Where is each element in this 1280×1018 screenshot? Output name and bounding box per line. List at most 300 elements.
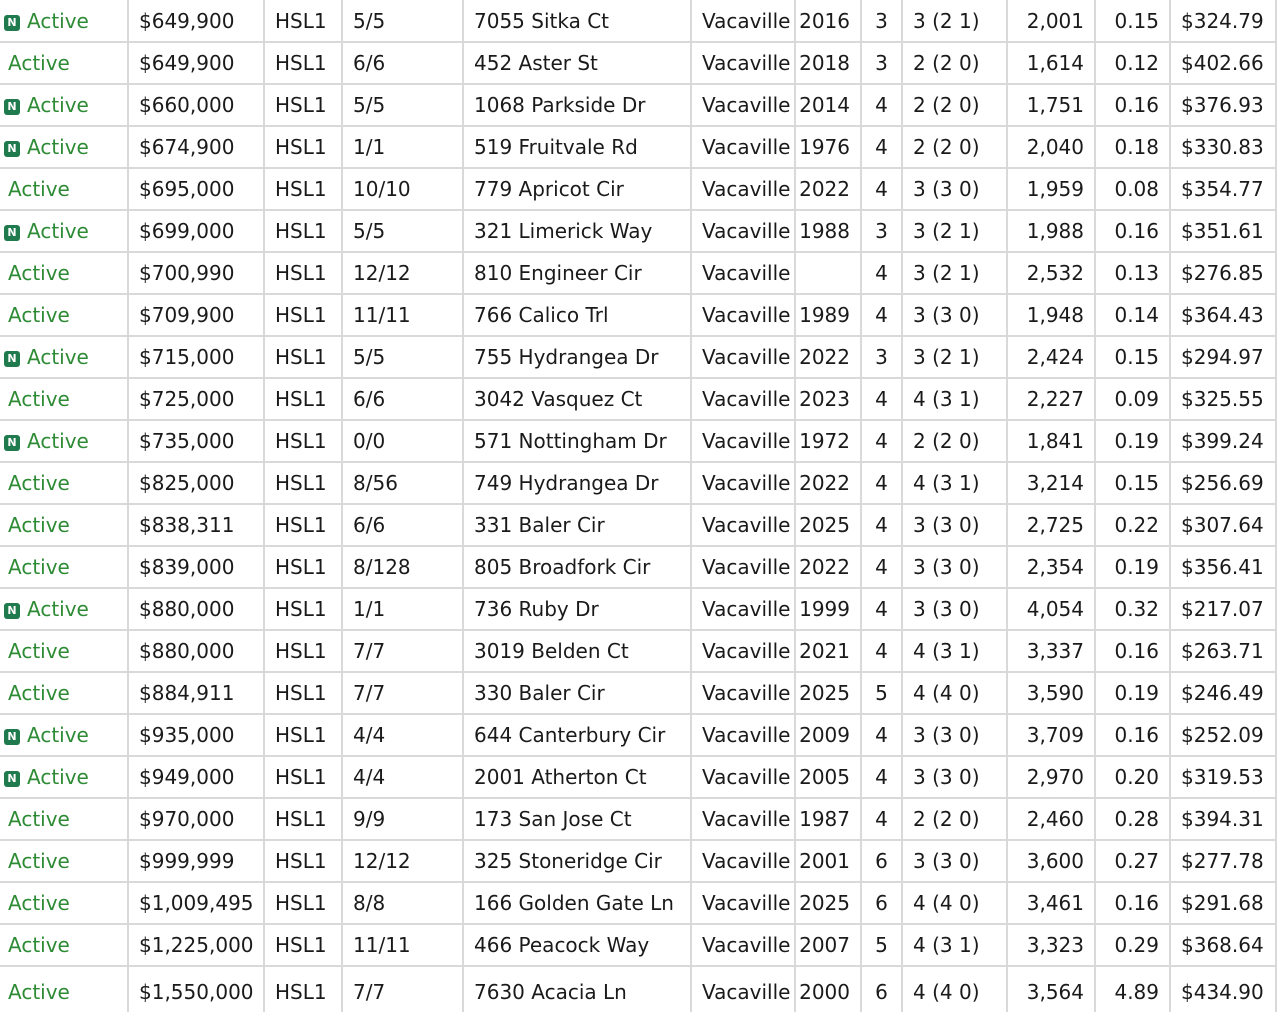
bathrooms-cell: 2 (2 0) — [902, 420, 1007, 462]
city-cell: Vacaville — [691, 126, 795, 168]
bathrooms-cell: 3 (2 1) — [902, 336, 1007, 378]
lot-acres-cell: 0.14 — [1095, 294, 1170, 336]
lot-acres-cell: 0.19 — [1095, 672, 1170, 714]
days-on-market-cell: 8/8 — [342, 882, 463, 924]
status-cell — [0, 714, 128, 756]
bedrooms-cell: 4 — [861, 504, 902, 546]
new-listing-badge-icon: N — [4, 141, 20, 157]
city-cell: Vacaville — [691, 294, 795, 336]
price-cell: $825,000 — [128, 462, 264, 504]
address-cell[interactable]: 166 Golden Gate Ln — [463, 882, 691, 924]
city-cell: Vacaville — [691, 588, 795, 630]
status-label: Active — [27, 429, 89, 453]
lot-acres-cell: 0.19 — [1095, 546, 1170, 588]
bedrooms-cell: 4 — [861, 168, 902, 210]
status-cell — [0, 588, 128, 630]
year-built-cell: 2023 — [795, 378, 861, 420]
city-cell: Vacaville — [691, 84, 795, 126]
price-cell: $725,000 — [128, 378, 264, 420]
city-cell: Vacaville — [691, 546, 795, 588]
status-label: Active — [8, 555, 70, 579]
square-feet-cell: 2,354 — [1007, 546, 1095, 588]
bedrooms-cell: 6 — [861, 840, 902, 882]
year-built-cell: 2014 — [795, 84, 861, 126]
year-built-cell: 1988 — [795, 210, 861, 252]
square-feet-cell: 3,337 — [1007, 630, 1095, 672]
status-label: Active — [8, 51, 70, 75]
status-cell — [0, 504, 128, 546]
status-cell — [0, 882, 128, 924]
year-built-cell: 1976 — [795, 126, 861, 168]
address-cell[interactable]: 519 Fruitvale Rd — [463, 126, 691, 168]
table-row[interactable] — [0, 546, 1276, 588]
area-cell: HSL1 — [264, 714, 342, 756]
address-cell[interactable]: 779 Apricot Cir — [463, 168, 691, 210]
price-per-sqft-cell: $319.53 — [1170, 756, 1276, 798]
price-per-sqft-cell: $291.68 — [1170, 882, 1276, 924]
table-row[interactable] — [0, 840, 1276, 882]
status-label: Active — [8, 681, 70, 705]
table-row[interactable] — [0, 630, 1276, 672]
square-feet-cell: 3,214 — [1007, 462, 1095, 504]
bedrooms-cell: 4 — [861, 84, 902, 126]
new-listing-badge-icon: N — [4, 351, 20, 367]
status-cell — [0, 294, 128, 336]
area-cell: HSL1 — [264, 798, 342, 840]
lot-acres-cell: 0.18 — [1095, 126, 1170, 168]
price-cell: $709,900 — [128, 294, 264, 336]
bedrooms-cell: 4 — [861, 714, 902, 756]
bathrooms-cell: 3 (3 0) — [902, 504, 1007, 546]
bathrooms-cell: 4 (3 1) — [902, 630, 1007, 672]
address-cell[interactable]: 1068 Parkside Dr — [463, 84, 691, 126]
lot-acres-cell: 0.16 — [1095, 882, 1170, 924]
area-cell: HSL1 — [264, 504, 342, 546]
status-cell — [0, 630, 128, 672]
price-per-sqft-cell: $376.93 — [1170, 84, 1276, 126]
square-feet-cell: 1,751 — [1007, 84, 1095, 126]
bedrooms-cell: 6 — [861, 882, 902, 924]
address-cell[interactable]: 7055 Sitka Ct — [463, 0, 691, 42]
bedrooms-cell: 4 — [861, 546, 902, 588]
year-built-cell: 2022 — [795, 462, 861, 504]
square-feet-cell: 3,709 — [1007, 714, 1095, 756]
year-built-cell: 2009 — [795, 714, 861, 756]
square-feet-cell: 1,841 — [1007, 420, 1095, 462]
area-cell: HSL1 — [264, 0, 342, 42]
status-label: Active — [27, 345, 89, 369]
price-per-sqft-cell: $394.31 — [1170, 798, 1276, 840]
square-feet-cell: 2,532 — [1007, 252, 1095, 294]
lot-acres-cell: 0.13 — [1095, 252, 1170, 294]
status-cell — [0, 42, 128, 84]
price-cell: $699,000 — [128, 210, 264, 252]
table-row[interactable] — [0, 504, 1276, 546]
city-cell: Vacaville — [691, 420, 795, 462]
price-per-sqft-cell: $277.78 — [1170, 840, 1276, 882]
lot-acres-cell: 0.27 — [1095, 840, 1170, 882]
address-cell[interactable]: 766 Calico Trl — [463, 294, 691, 336]
status-cell — [0, 252, 128, 294]
square-feet-cell: 1,614 — [1007, 42, 1095, 84]
year-built-cell: 2022 — [795, 546, 861, 588]
area-cell: HSL1 — [264, 588, 342, 630]
days-on-market-cell: 6/6 — [342, 504, 463, 546]
lot-acres-cell: 0.16 — [1095, 84, 1170, 126]
square-feet-cell: 3,590 — [1007, 672, 1095, 714]
status-cell — [0, 924, 128, 966]
status-label: Active — [8, 177, 70, 201]
area-cell: HSL1 — [264, 546, 342, 588]
bathrooms-cell: 2 (2 0) — [902, 126, 1007, 168]
area-cell: HSL1 — [264, 840, 342, 882]
address-cell[interactable]: 321 Limerick Way — [463, 210, 691, 252]
square-feet-cell: 1,959 — [1007, 168, 1095, 210]
price-per-sqft-cell: $330.83 — [1170, 126, 1276, 168]
days-on-market-cell: 7/7 — [342, 630, 463, 672]
price-cell: $839,000 — [128, 546, 264, 588]
status-cell — [0, 798, 128, 840]
year-built-cell: 2018 — [795, 42, 861, 84]
year-built-cell: 1987 — [795, 798, 861, 840]
address-cell[interactable]: 331 Baler Cir — [463, 504, 691, 546]
price-per-sqft-cell: $217.07 — [1170, 588, 1276, 630]
status-label: Active — [8, 513, 70, 537]
bathrooms-cell: 4 (4 0) — [902, 882, 1007, 924]
days-on-market-cell: 12/12 — [342, 252, 463, 294]
days-on-market-cell: 5/5 — [342, 84, 463, 126]
table-row[interactable] — [0, 378, 1276, 420]
lot-acres-cell: 0.20 — [1095, 756, 1170, 798]
bedrooms-cell: 4 — [861, 462, 902, 504]
price-cell: $880,000 — [128, 588, 264, 630]
square-feet-cell: 2,040 — [1007, 126, 1095, 168]
status-cell — [0, 420, 128, 462]
bathrooms-cell: 3 (2 1) — [902, 252, 1007, 294]
new-listing-badge-icon: N — [4, 603, 20, 619]
square-feet-cell: 3,323 — [1007, 924, 1095, 966]
year-built-cell: 2001 — [795, 840, 861, 882]
square-feet-cell: 3,461 — [1007, 882, 1095, 924]
price-cell: $880,000 — [128, 630, 264, 672]
price-per-sqft-cell: $246.49 — [1170, 672, 1276, 714]
table-row[interactable] — [0, 882, 1276, 924]
lot-acres-cell: 0.16 — [1095, 210, 1170, 252]
area-cell: HSL1 — [264, 882, 342, 924]
price-per-sqft-cell: $294.97 — [1170, 336, 1276, 378]
days-on-market-cell: 8/128 — [342, 546, 463, 588]
lot-acres-cell: 0.19 — [1095, 420, 1170, 462]
status-label: Active — [8, 261, 70, 285]
status-label: Active — [8, 849, 70, 873]
price-per-sqft-cell: $324.79 — [1170, 0, 1276, 42]
status-cell — [0, 966, 128, 1012]
area-cell: HSL1 — [264, 924, 342, 966]
bedrooms-cell: 5 — [861, 924, 902, 966]
table-row[interactable] — [0, 168, 1276, 210]
year-built-cell: 2025 — [795, 672, 861, 714]
address-cell[interactable]: 2001 Atherton Ct — [463, 756, 691, 798]
lot-acres-cell: 0.09 — [1095, 378, 1170, 420]
bathrooms-cell: 3 (2 1) — [902, 0, 1007, 42]
new-listing-badge-icon: N — [4, 729, 20, 745]
price-per-sqft-cell: $354.77 — [1170, 168, 1276, 210]
status-cell — [0, 210, 128, 252]
days-on-market-cell: 5/5 — [342, 336, 463, 378]
status-label: Active — [27, 8, 89, 33]
new-listing-badge-icon: N — [4, 15, 20, 31]
days-on-market-cell: 12/12 — [342, 840, 463, 882]
table-row[interactable] — [0, 210, 1276, 252]
city-cell: Vacaville — [691, 924, 795, 966]
table-row[interactable] — [0, 966, 1276, 1012]
price-cell: $1,550,000 — [128, 966, 264, 1012]
days-on-market-cell: 11/11 — [342, 294, 463, 336]
bathrooms-cell: 3 (3 0) — [902, 588, 1007, 630]
price-cell: $935,000 — [128, 714, 264, 756]
price-per-sqft-cell: $434.90 — [1170, 966, 1276, 1012]
status-cell — [0, 126, 128, 168]
address-cell[interactable]: 810 Engineer Cir — [463, 252, 691, 294]
address-cell[interactable]: 644 Canterbury Cir — [463, 714, 691, 756]
status-label: Active — [8, 807, 70, 831]
year-built-cell: 2025 — [795, 504, 861, 546]
price-cell: $838,311 — [128, 504, 264, 546]
table-row[interactable] — [0, 0, 1276, 42]
price-per-sqft-cell: $325.55 — [1170, 378, 1276, 420]
bedrooms-cell: 4 — [861, 294, 902, 336]
table-row[interactable] — [0, 672, 1276, 714]
days-on-market-cell: 1/1 — [342, 126, 463, 168]
bedrooms-cell: 4 — [861, 378, 902, 420]
price-cell: $1,225,000 — [128, 924, 264, 966]
days-on-market-cell: 6/6 — [342, 42, 463, 84]
price-cell: $700,990 — [128, 252, 264, 294]
address-cell[interactable]: 755 Hydrangea Dr — [463, 336, 691, 378]
year-built-cell: 2022 — [795, 336, 861, 378]
status-label: Active — [27, 723, 89, 747]
bathrooms-cell: 3 (3 0) — [902, 714, 1007, 756]
square-feet-cell: 2,424 — [1007, 336, 1095, 378]
city-cell: Vacaville — [691, 210, 795, 252]
year-built-cell: 2005 — [795, 756, 861, 798]
city-cell: Vacaville — [691, 462, 795, 504]
status-cell — [0, 756, 128, 798]
table-row[interactable] — [0, 84, 1276, 126]
table-row[interactable] — [0, 798, 1276, 840]
table-row[interactable] — [0, 924, 1276, 966]
status-label: Active — [8, 303, 70, 327]
year-built-cell: 2016 — [795, 0, 861, 42]
year-built-cell: 2025 — [795, 882, 861, 924]
city-cell: Vacaville — [691, 252, 795, 294]
price-cell: $674,900 — [128, 126, 264, 168]
price-cell: $735,000 — [128, 420, 264, 462]
square-feet-cell: 2,460 — [1007, 798, 1095, 840]
status-cell — [0, 378, 128, 420]
area-cell: HSL1 — [264, 378, 342, 420]
lot-acres-cell: 0.15 — [1095, 0, 1170, 42]
bedrooms-cell: 4 — [861, 630, 902, 672]
table-row[interactable] — [0, 126, 1276, 168]
bedrooms-cell: 4 — [861, 798, 902, 840]
area-cell: HSL1 — [264, 126, 342, 168]
table-row[interactable] — [0, 42, 1276, 84]
price-per-sqft-cell: $263.71 — [1170, 630, 1276, 672]
days-on-market-cell: 4/4 — [342, 714, 463, 756]
price-cell: $695,000 — [128, 168, 264, 210]
status-label: Active — [8, 387, 70, 411]
square-feet-cell: 1,988 — [1007, 210, 1095, 252]
price-cell: $999,999 — [128, 840, 264, 882]
days-on-market-cell: 8/56 — [342, 462, 463, 504]
status-cell — [0, 840, 128, 882]
status-cell — [0, 84, 128, 126]
price-per-sqft-cell: $256.69 — [1170, 462, 1276, 504]
area-cell: HSL1 — [264, 672, 342, 714]
lot-acres-cell: 0.29 — [1095, 924, 1170, 966]
address-cell[interactable]: 466 Peacock Way — [463, 924, 691, 966]
table-row[interactable] — [0, 252, 1276, 294]
price-per-sqft-cell: $276.85 — [1170, 252, 1276, 294]
status-cell — [0, 0, 128, 42]
status-cell — [0, 462, 128, 504]
bedrooms-cell: 4 — [861, 252, 902, 294]
bedrooms-cell: 3 — [861, 210, 902, 252]
city-cell: Vacaville — [691, 840, 795, 882]
bathrooms-cell: 2 (2 0) — [902, 84, 1007, 126]
new-listing-badge-icon: N — [4, 771, 20, 787]
area-cell: HSL1 — [264, 630, 342, 672]
price-per-sqft-cell: $307.64 — [1170, 504, 1276, 546]
address-cell[interactable]: 736 Ruby Dr — [463, 588, 691, 630]
status-label: Active — [8, 933, 70, 957]
days-on-market-cell: 4/4 — [342, 756, 463, 798]
days-on-market-cell: 6/6 — [342, 378, 463, 420]
bathrooms-cell: 4 (4 0) — [902, 672, 1007, 714]
days-on-market-cell: 7/7 — [342, 672, 463, 714]
square-feet-cell: 1,948 — [1007, 294, 1095, 336]
table-row[interactable] — [0, 420, 1276, 462]
address-cell[interactable]: 173 San Jose Ct — [463, 798, 691, 840]
status-cell — [0, 546, 128, 588]
status-cell — [0, 672, 128, 714]
days-on-market-cell: 1/1 — [342, 588, 463, 630]
city-cell: Vacaville — [691, 714, 795, 756]
area-cell: HSL1 — [264, 210, 342, 252]
bathrooms-cell: 4 (3 1) — [902, 378, 1007, 420]
area-cell: HSL1 — [264, 42, 342, 84]
status-label: Active — [27, 93, 89, 117]
table-row[interactable] — [0, 462, 1276, 504]
price-cell: $970,000 — [128, 798, 264, 840]
year-built-cell: 1972 — [795, 420, 861, 462]
address-cell[interactable]: 749 Hydrangea Dr — [463, 462, 691, 504]
address-cell[interactable]: 330 Baler Cir — [463, 672, 691, 714]
days-on-market-cell: 11/11 — [342, 924, 463, 966]
square-feet-cell: 2,970 — [1007, 756, 1095, 798]
city-cell: Vacaville — [691, 336, 795, 378]
address-cell[interactable]: 7630 Acacia Ln — [463, 966, 691, 1012]
address-cell[interactable]: 805 Broadfork Cir — [463, 546, 691, 588]
bathrooms-cell: 3 (3 0) — [902, 756, 1007, 798]
address-cell[interactable]: 571 Nottingham Dr — [463, 420, 691, 462]
address-cell[interactable]: 3019 Belden Ct — [463, 630, 691, 672]
price-per-sqft-cell: $368.64 — [1170, 924, 1276, 966]
price-per-sqft-cell: $252.09 — [1170, 714, 1276, 756]
city-cell: Vacaville — [691, 966, 795, 1012]
area-cell: HSL1 — [264, 336, 342, 378]
square-feet-cell: 4,054 — [1007, 588, 1095, 630]
city-cell: Vacaville — [691, 672, 795, 714]
table-row[interactable] — [0, 294, 1276, 336]
area-cell: HSL1 — [264, 966, 342, 1012]
square-feet-cell: 2,001 — [1007, 0, 1095, 42]
city-cell: Vacaville — [691, 756, 795, 798]
bedrooms-cell: 3 — [861, 0, 902, 42]
bathrooms-cell: 4 (3 1) — [902, 462, 1007, 504]
city-cell: Vacaville — [691, 378, 795, 420]
area-cell: HSL1 — [264, 168, 342, 210]
new-listing-badge-icon: N — [4, 435, 20, 451]
square-feet-cell: 3,600 — [1007, 840, 1095, 882]
lot-acres-cell: 0.28 — [1095, 798, 1170, 840]
bathrooms-cell: 3 (3 0) — [902, 840, 1007, 882]
status-label: Active — [8, 471, 70, 495]
status-label: Active — [27, 597, 89, 621]
bathrooms-cell: 3 (2 1) — [902, 210, 1007, 252]
price-cell: $715,000 — [128, 336, 264, 378]
address-cell[interactable]: 452 Aster St — [463, 42, 691, 84]
lot-acres-cell: 0.08 — [1095, 168, 1170, 210]
area-cell: HSL1 — [264, 462, 342, 504]
status-cell — [0, 168, 128, 210]
area-cell: HSL1 — [264, 756, 342, 798]
bathrooms-cell: 4 (4 0) — [902, 966, 1007, 1012]
bathrooms-cell: 2 (2 0) — [902, 42, 1007, 84]
city-cell: Vacaville — [691, 0, 795, 42]
price-cell: $660,000 — [128, 84, 264, 126]
area-cell: HSL1 — [264, 84, 342, 126]
price-cell: $1,009,495 — [128, 882, 264, 924]
city-cell: Vacaville — [691, 504, 795, 546]
bedrooms-cell: 3 — [861, 336, 902, 378]
status-label: Active — [27, 765, 89, 789]
table-row[interactable] — [0, 588, 1276, 630]
bedrooms-cell: 4 — [861, 756, 902, 798]
area-cell: HSL1 — [264, 294, 342, 336]
days-on-market-cell: 5/5 — [342, 210, 463, 252]
table-row[interactable] — [0, 714, 1276, 756]
table-row[interactable] — [0, 336, 1276, 378]
city-cell: Vacaville — [691, 798, 795, 840]
status-label: Active — [8, 639, 70, 663]
city-cell: Vacaville — [691, 882, 795, 924]
status-cell — [0, 336, 128, 378]
square-feet-cell: 2,725 — [1007, 504, 1095, 546]
lot-acres-cell: 4.89 — [1095, 966, 1170, 1012]
price-per-sqft-cell: $356.41 — [1170, 546, 1276, 588]
price-per-sqft-cell: $402.66 — [1170, 42, 1276, 84]
status-label: Active — [8, 891, 70, 915]
address-cell[interactable]: 325 Stoneridge Cir — [463, 840, 691, 882]
days-on-market-cell: 10/10 — [342, 168, 463, 210]
address-cell[interactable]: 3042 Vasquez Ct — [463, 378, 691, 420]
square-feet-cell: 3,564 — [1007, 966, 1095, 1012]
lot-acres-cell: 0.15 — [1095, 462, 1170, 504]
price-per-sqft-cell: $351.61 — [1170, 210, 1276, 252]
table-row[interactable] — [0, 756, 1276, 798]
